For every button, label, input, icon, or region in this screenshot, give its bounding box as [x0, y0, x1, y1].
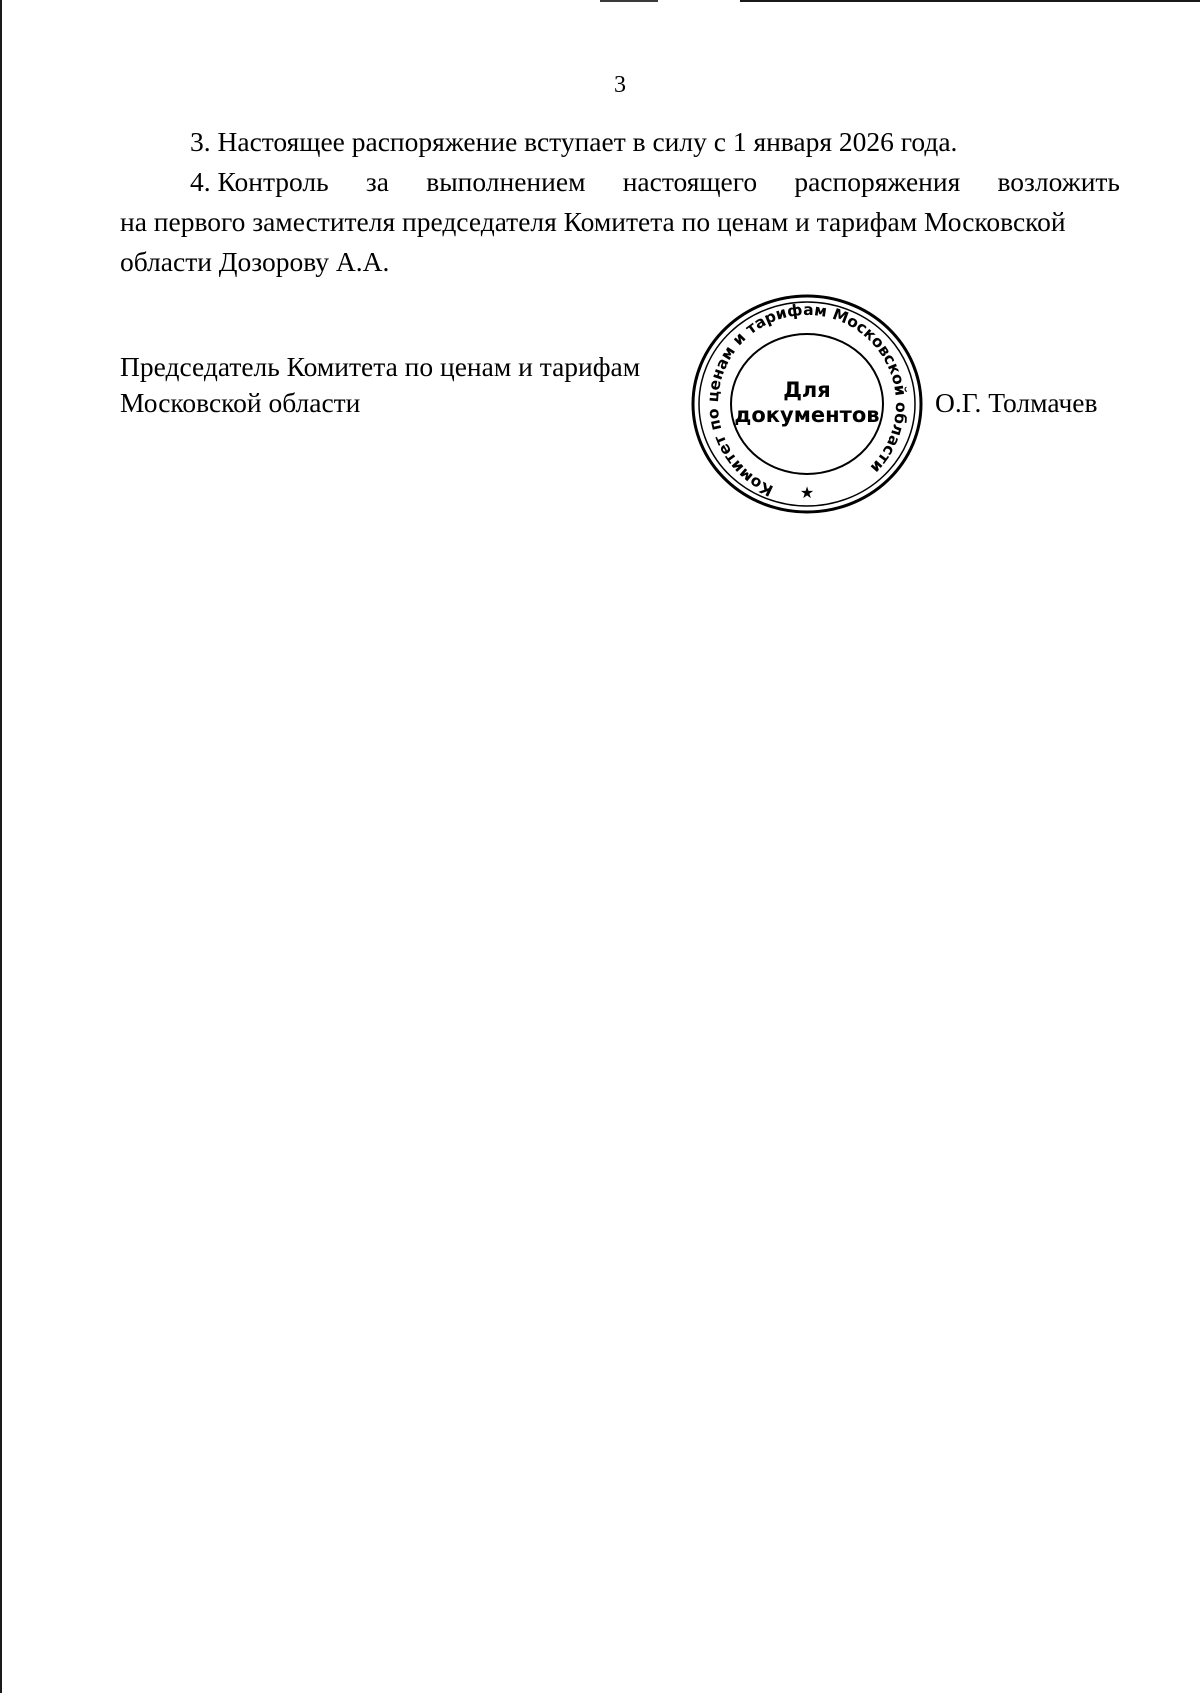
signer-title	[120, 349, 640, 421]
seal-ring-text: Комитет по ценам и тарифам Московской области	[703, 300, 911, 500]
seal-star-icon: ★	[799, 483, 815, 502]
paragraph-4-line-2: на первого заместителя председателя Комитета по ценам и тарифам Московской	[120, 206, 1066, 237]
official-seal	[689, 293, 925, 515]
paragraph-4-word: за	[365, 166, 389, 197]
paragraph-4-word: 4. Контроль	[190, 166, 329, 197]
paragraph-4-word: настоящего	[622, 166, 758, 197]
paragraph-3-text: 3. Настоящее распоряжение вступает в силу с 1 января 2026 года.	[190, 126, 958, 157]
scan-edge-top	[740, 0, 1200, 2]
seal-center-line-2: документов	[734, 403, 880, 427]
paragraph-4-word: возложить	[997, 166, 1120, 197]
seal-center-line-1: Для	[783, 378, 831, 402]
paragraph-3	[120, 122, 1120, 162]
paragraph-4-word: выполнением	[426, 166, 586, 197]
page-number: 3	[614, 72, 626, 98]
signer-name: О.Г. Толмачев	[935, 387, 1098, 418]
signer-title-line-1: Председатель Комитета по ценам и тарифам	[120, 351, 641, 382]
paragraph-4-line-3: области Дозорову А.А.	[120, 246, 390, 277]
paragraph-4-word: распоряжения	[794, 166, 961, 197]
paragraph-4-line-1	[120, 162, 1120, 202]
signer-title-line-2: Московской области	[120, 387, 361, 418]
scan-edge-left	[0, 0, 2, 1693]
scan-mark-top	[600, 0, 658, 2]
